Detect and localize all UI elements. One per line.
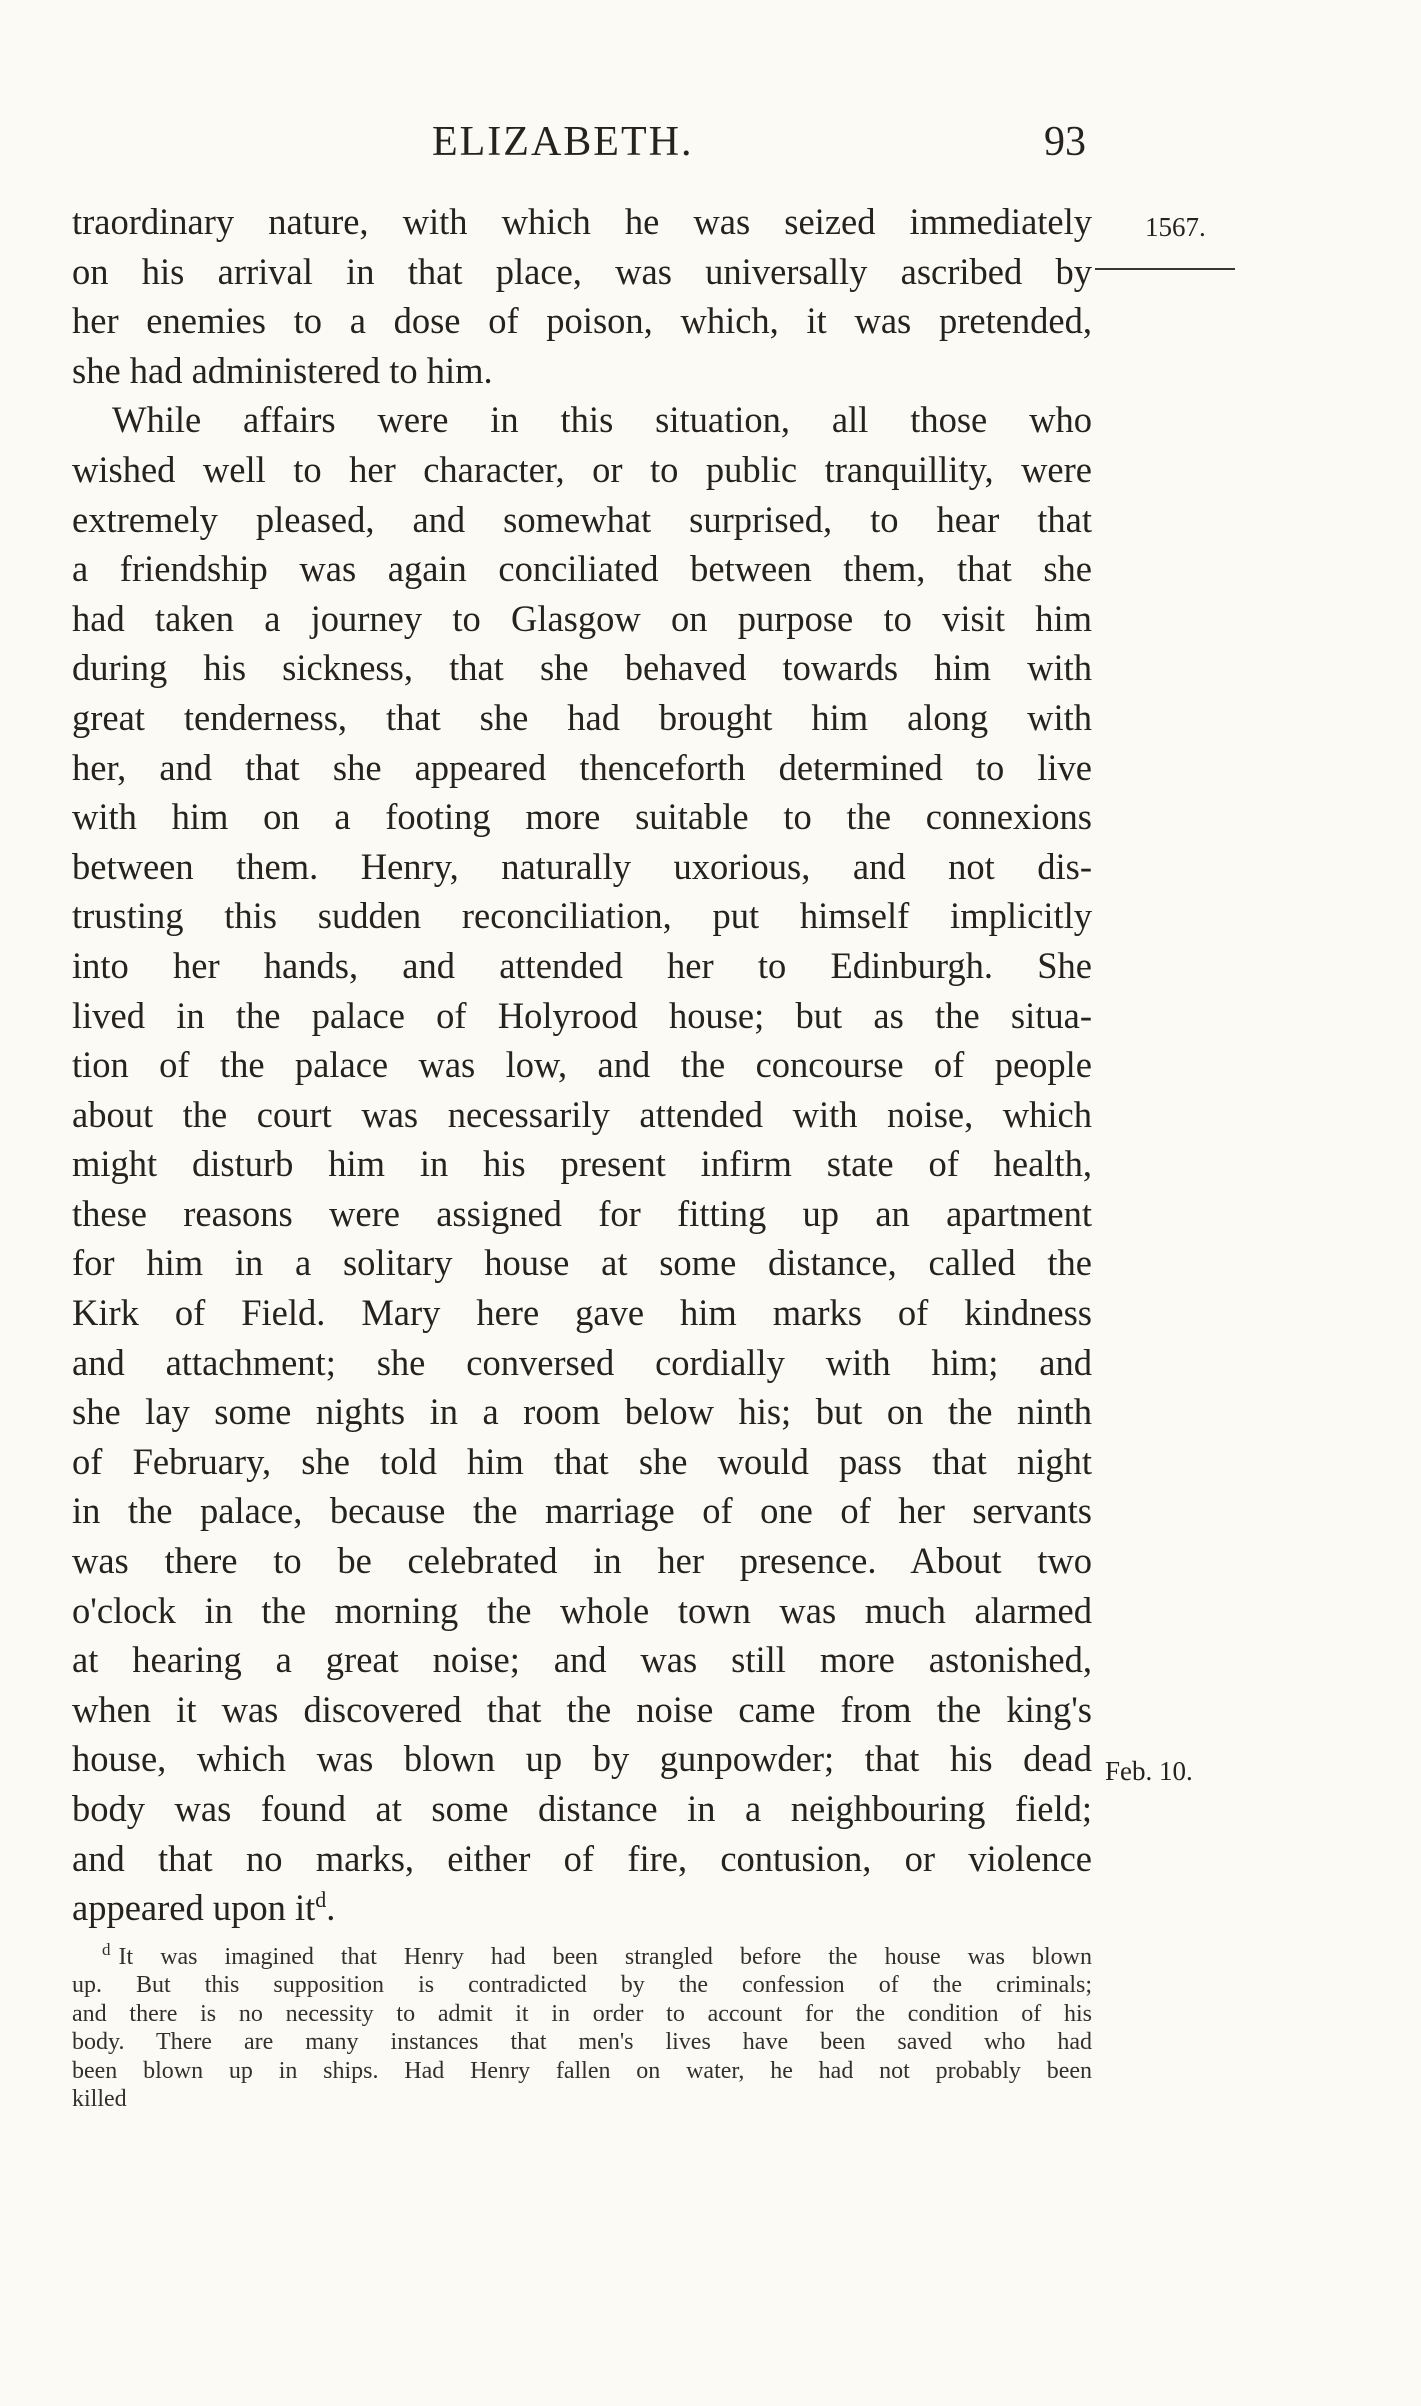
text-line: While affairs were in this situation, all those who: [112, 399, 1092, 441]
text-line: great tenderness, that she had brought him along with: [72, 696, 1092, 738]
text-line: had taken a journey to Glasgow on purpose to visit him: [72, 597, 1092, 639]
text-line: during his sickness, that she behaved towards him with: [72, 647, 1092, 689]
text-line: body was found at some distance in a neighbouring field;: [72, 1788, 1092, 1829]
text-line: she had administered to him.: [72, 349, 493, 391]
text-line: trusting this sudden reconciliation, put himself implicitly: [72, 895, 1092, 937]
footnote-line: and there is no necessity to admit it in order to account for the condition of his: [72, 2000, 1092, 2027]
text-line: about the court was necessarily attended with noise, which: [72, 1093, 1092, 1135]
text-line: Kirk of Field. Mary here gave him marks of kindness: [72, 1292, 1092, 1334]
text-line: these reasons were assigned for fitting up an apartment: [72, 1192, 1092, 1234]
footnote-line: been blown up in ships. Had Henry fallen on water, he had not probably been: [72, 2057, 1092, 2084]
text-line: she lay some nights in a room below his; but on the ninth: [72, 1391, 1092, 1433]
text-line-content: appeared upon it: [72, 1887, 316, 1929]
text-line: might disturb him in his present infirm state of health,: [72, 1143, 1092, 1185]
text-line: was there to be celebrated in her presence. About two: [72, 1540, 1092, 1582]
text-line: with him on a footing more suitable to the connexions: [72, 796, 1092, 838]
page-number: 93: [1044, 119, 1086, 165]
footnote-reference[interactable]: d: [315, 1887, 327, 1913]
footnote-line-text: It was imagined that Henry had been strangled before the house was blown: [118, 1944, 1092, 1970]
text-line: in the palace, because the marriage of one of her servants: [72, 1490, 1092, 1532]
text-line: and attachment; she conversed cordially with him; and: [72, 1341, 1092, 1383]
footnote-line: killed: [72, 2085, 127, 2112]
text-line: between them. Henry, naturally uxorious, and not dis-: [72, 845, 1092, 887]
text-line: and that no marks, either of fire, contusion, or violence: [72, 1837, 1092, 1879]
margin-date-note: Feb. 10.: [1105, 1756, 1193, 1786]
margin-year-note: 1567.: [1145, 212, 1206, 242]
text-line: extremely pleased, and somewhat surprised, to hear that: [72, 498, 1092, 540]
margin-rule: [1095, 268, 1235, 270]
text-line-last: appeared upon it$^d$.: [72, 1887, 336, 1929]
text-line: a friendship was again conciliated between them, that she: [72, 548, 1092, 590]
text-line: into her hands, and attended her to Edinburgh. She: [72, 944, 1092, 986]
footnote-mark: d: [102, 1940, 111, 1959]
text-line: at hearing a great noise; and was still more astonished,: [72, 1639, 1092, 1681]
text-line: o'clock in the morning the whole town was much alarmed: [72, 1589, 1092, 1631]
text-line: on his arrival in that place, was universally ascribed by: [72, 250, 1092, 292]
text-line: of February, she told him that she would pass that night: [72, 1440, 1092, 1482]
text-line: her, and that she appeared thenceforth determined to live: [72, 746, 1092, 788]
footnote-line: up. But this supposition is contradicted by the confession of the criminals;: [72, 1972, 1092, 1999]
text-line: lived in the palace of Holyrood house; but as the situa-: [72, 994, 1092, 1036]
footnote: [72, 1940, 1092, 2113]
text-line: when it was discovered that the noise came from the king's: [72, 1688, 1092, 1730]
text-line: tion of the palace was low, and the concourse of people: [72, 1044, 1092, 1086]
text-line: house, which was blown up by gunpowder; that his dead: [72, 1738, 1092, 1780]
text-line: her enemies to a dose of poison, which, it was pretended,: [72, 300, 1092, 342]
body-text: [72, 197, 1092, 1933]
running-title: ELIZABETH.: [432, 119, 694, 165]
footnote-line: body. There are many instances that men's lives have been saved who had: [72, 2029, 1092, 2056]
footnote-line: [72, 1940, 1092, 1971]
text-line: traordinary nature, with which he was seized immediately: [72, 201, 1092, 242]
text-line: wished well to her character, or to public tranquillity, were: [72, 448, 1092, 490]
text-line: for him in a solitary house at some distance, called the: [72, 1242, 1092, 1284]
running-head: [72, 118, 1092, 178]
